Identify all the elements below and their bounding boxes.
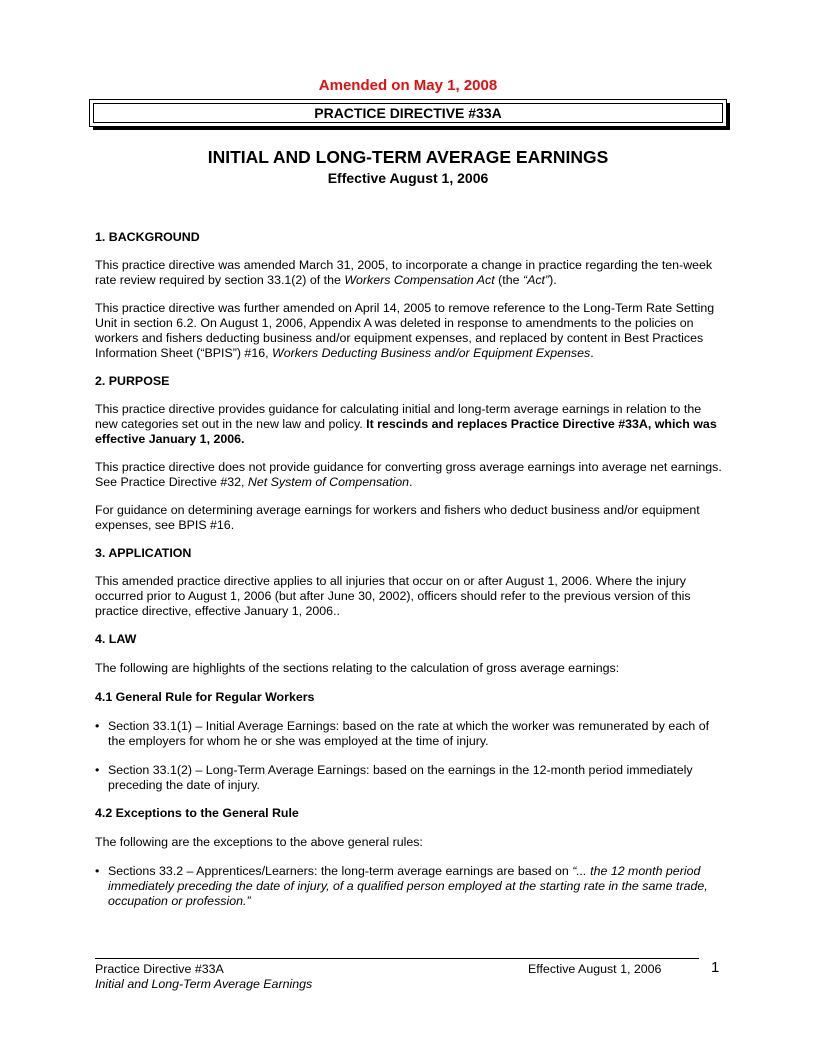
bullet-glyph: • [95, 763, 100, 777]
section-heading-purpose: 2. PURPOSE [95, 374, 170, 388]
purpose-paragraph-2: This practice directive does not provide guidance for converting gross average earnings into average net earnings. See Practice Directive #32, Net System of Compensation. [95, 460, 722, 489]
directive-label: PRACTICE DIRECTIVE #33A [93, 103, 723, 123]
background-paragraph-2: This practice directive was further amended on April 14, 2005 to remove reference to the Long-Term Rate Setting Unit in section 6.2. On August 1, 2006, Appendix A was deleted in response to amendments to the policies on workers and fishers deducting business and/or equipment expenses, and replaced by content in Best Practices Information Sheet (“BPIS”) #16, Workers Deducting Business and/or Equipment Expenses. [95, 301, 715, 360]
directive-box [89, 99, 727, 127]
subsection-heading-exceptions: 4.2 Exceptions to the General Rule [95, 806, 299, 820]
purpose-paragraph-3: For guidance on determining average earnings for workers and fishers who deduct business and/or equipment expenses, see BPIS #16. [95, 503, 700, 532]
law-intro: The following are highlights of the sections relating to the calculation of gross average earnings: [95, 661, 620, 675]
section-heading-application: 3. APPLICATION [95, 546, 192, 560]
footer-directive-name: Practice Directive #33A [95, 962, 224, 976]
directive-box-frame [89, 99, 727, 127]
section-heading-background: 1. BACKGROUND [95, 230, 200, 244]
footer-effective-date: Effective August 1, 2006 [528, 962, 662, 976]
section-heading-law: 4. LAW [95, 632, 137, 646]
page-title: INITIAL AND LONG-TERM AVERAGE EARNINGS [207, 147, 609, 167]
footer-divider [95, 958, 699, 959]
page-number: 1 [711, 959, 720, 976]
exceptions-intro: The following are the exceptions to the above general rules: [95, 835, 423, 849]
amended-banner: Amended on May 1, 2008 [318, 77, 498, 94]
document-body [95, 230, 725, 909]
list-item: • Sections 33.2 – Apprentices/Learners: the long-term average earnings are based on “... the 12 month period immediately preceding the date of injury, of a qualified person employed at the starting rate in the same trade, occupation or profession.” [95, 864, 708, 908]
bullet-glyph: • [95, 719, 100, 733]
bullet-glyph: • [95, 864, 100, 878]
list-item: • Section 33.1(1) – Initial Average Earnings: based on the rate at which the worker was remunerated by each of the employers for whom he or she was employed at the time of injury. [95, 719, 710, 748]
subsection-heading-general-rule: 4.1 General Rule for Regular Workers [95, 690, 315, 704]
list-item: • Section 33.1(2) – Long-Term Average Earnings: based on the earnings in the 12-month period immediately preceding the date of injury. [95, 763, 693, 792]
footer-document-title: Initial and Long-Term Average Earnings [95, 977, 313, 991]
purpose-paragraph-1: This practice directive provides guidance for calculating initial and long-term average earnings in relation to the new categories set out in the new law and policy. It rescinds and replaces Practice Directive #33A, which was effective January 1, 2006. [95, 402, 717, 446]
effective-date: Effective August 1, 2006 [327, 170, 489, 186]
background-paragraph-1: This practice directive was amended March 31, 2005, to incorporate a change in practice regarding the ten-week rate review required by section 33.1(2) of the Workers Compensation Act (the “Act”). [95, 258, 713, 287]
application-paragraph: This amended practice directive applies to all injuries that occur on or after August 1, 2006. Where the injury occurred prior to August 1, 2006 (but after June 30, 2002), officers should refer to the previous version of this practice directive, effective January 1, 2006.. [95, 574, 691, 618]
